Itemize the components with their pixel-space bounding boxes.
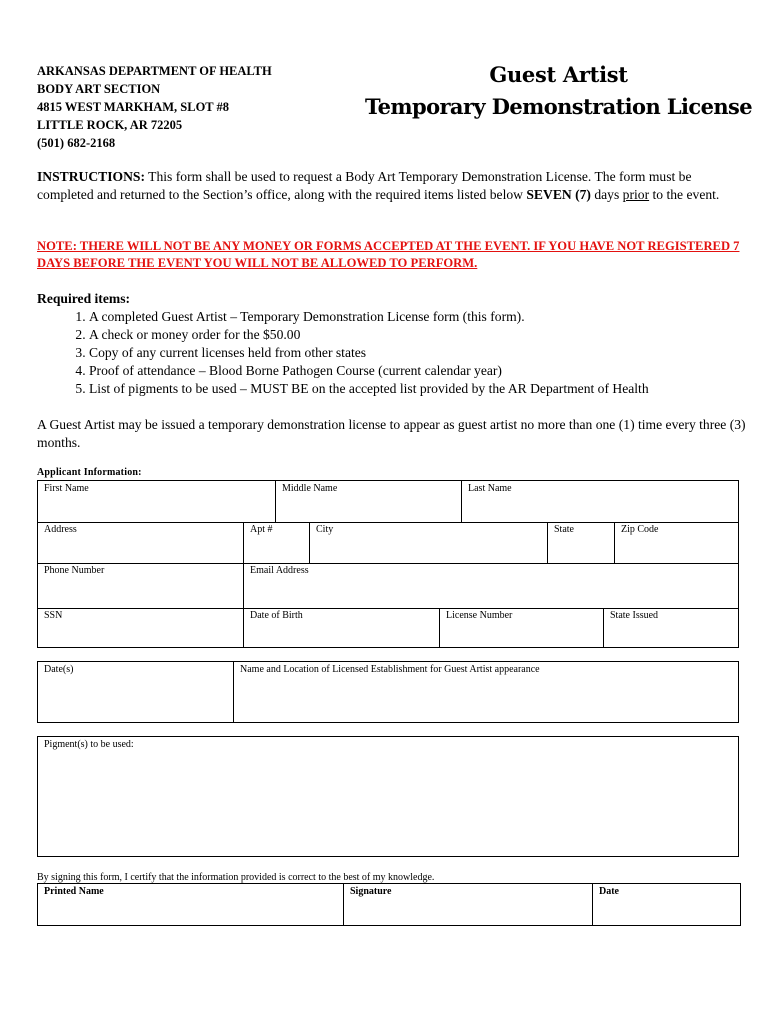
title-line-1: Guest Artist xyxy=(489,62,628,87)
signature-field[interactable] xyxy=(344,884,592,925)
instructions-deadline: SEVEN (7) xyxy=(526,187,591,202)
instructions xyxy=(37,168,737,204)
list-item: 2. A check or money order for the $50.00 xyxy=(89,326,757,344)
date-field[interactable] xyxy=(593,884,740,925)
signature-label: Signature xyxy=(350,886,392,897)
date-label: Date xyxy=(599,886,619,897)
pigments-label: Pigment(s) to be used: xyxy=(44,739,134,750)
agency-address xyxy=(37,62,272,152)
certification-statement: By signing this form, I certify that the information provided is correct to the best of my knowledge. xyxy=(37,872,435,883)
address-label: Address xyxy=(44,524,77,535)
instructions-prior: prior xyxy=(622,187,650,202)
warning-note: NOTE: THERE WILL NOT BE ANY MONEY OR FORMS ACCEPTED AT THE EVENT. IF YOU HAVE NOT REGISTERED 7 DAYS BEFORE THE EVENT YOU WILL NOT BE ALLOWED TO PERFORM. xyxy=(37,239,740,270)
address-line: (501) 682-2168 xyxy=(37,136,116,150)
last-name-field[interactable] xyxy=(462,481,738,522)
establishment-label: Name and Location of Licensed Establishment for Guest Artist appearance xyxy=(240,664,540,675)
state-label: State xyxy=(554,524,574,535)
ssn-label: SSN xyxy=(44,610,63,621)
establishment-field[interactable] xyxy=(234,662,738,722)
first-name-field[interactable] xyxy=(38,481,275,522)
date-of-birth-label: Date of Birth xyxy=(250,610,303,621)
phone-number-field[interactable] xyxy=(38,563,243,608)
first-name-label: First Name xyxy=(44,483,89,494)
list-item: 4. Proof of attendance – Blood Borne Pathogen Course (current calendar year) xyxy=(89,362,757,380)
state-field[interactable] xyxy=(548,522,614,563)
list-item: 3. Copy of any current licenses held from other states xyxy=(89,344,757,362)
city-field[interactable] xyxy=(310,522,547,563)
email-address-label: Email Address xyxy=(250,565,309,576)
instructions-text: to the event. xyxy=(649,187,720,202)
apt-label: Apt # xyxy=(250,524,273,535)
apt-field[interactable] xyxy=(244,522,309,563)
address-line: LITTLE ROCK, AR 72205 xyxy=(37,118,183,132)
appearance-dates-label: Date(s) xyxy=(44,664,74,675)
printed-name-field[interactable] xyxy=(38,884,343,925)
email-address-field[interactable] xyxy=(244,563,738,608)
city-label: City xyxy=(316,524,334,535)
state-issued-field[interactable] xyxy=(604,608,738,648)
zip-code-field[interactable] xyxy=(615,522,738,563)
appearance-table xyxy=(37,661,739,723)
appearance-dates-field[interactable] xyxy=(38,662,233,722)
applicant-heading: Applicant Information: xyxy=(37,467,142,478)
title-line-2: Temporary Demonstration License xyxy=(364,94,752,119)
pigments-cell xyxy=(38,737,738,856)
instructions-text: This form shall be used to request a Body Art Temporary Demonstration License. The form must be completed and returned to the Section’s office, along with the required items listed below xyxy=(37,169,692,202)
license-number-label: License Number xyxy=(446,610,513,621)
address-field[interactable] xyxy=(38,522,243,563)
printed-name-label: Printed Name xyxy=(44,886,104,897)
date-of-birth-field[interactable] xyxy=(244,608,439,648)
instructions-label: INSTRUCTIONS: xyxy=(37,169,146,184)
zip-code-label: Zip Code xyxy=(621,524,659,535)
applicant-info-table xyxy=(37,480,739,648)
signature-table xyxy=(37,883,741,926)
ssn-field[interactable] xyxy=(38,608,243,648)
required-items-list xyxy=(37,308,757,398)
phone-number-label: Phone Number xyxy=(44,565,105,576)
address-line: BODY ART SECTION xyxy=(37,82,161,96)
form-title xyxy=(365,60,752,124)
state-issued-label: State Issued xyxy=(610,610,659,621)
required-items-heading: Required items: xyxy=(37,291,131,306)
middle-name-field[interactable] xyxy=(276,481,461,522)
address-line: 4815 WEST MARKHAM, SLOT #8 xyxy=(37,100,230,114)
last-name-label: Last Name xyxy=(468,483,512,494)
instructions-text: days xyxy=(590,187,623,202)
frequency-paragraph: A Guest Artist may be issued a temporary demonstration license to appear as guest artist no more than one (1) time every three (3) months. xyxy=(37,417,746,450)
list-item: 1. A completed Guest Artist – Temporary Demonstration License form (this form). xyxy=(89,308,757,326)
license-number-field[interactable] xyxy=(440,608,603,648)
pigments-field[interactable] xyxy=(37,736,739,857)
required-items xyxy=(37,290,757,398)
list-item: 5. List of pigments to be used – MUST BE on the accepted list provided by the AR Department of Health xyxy=(89,380,757,398)
middle-name-label: Middle Name xyxy=(282,483,338,494)
address-line: ARKANSAS DEPARTMENT OF HEALTH xyxy=(37,64,272,78)
